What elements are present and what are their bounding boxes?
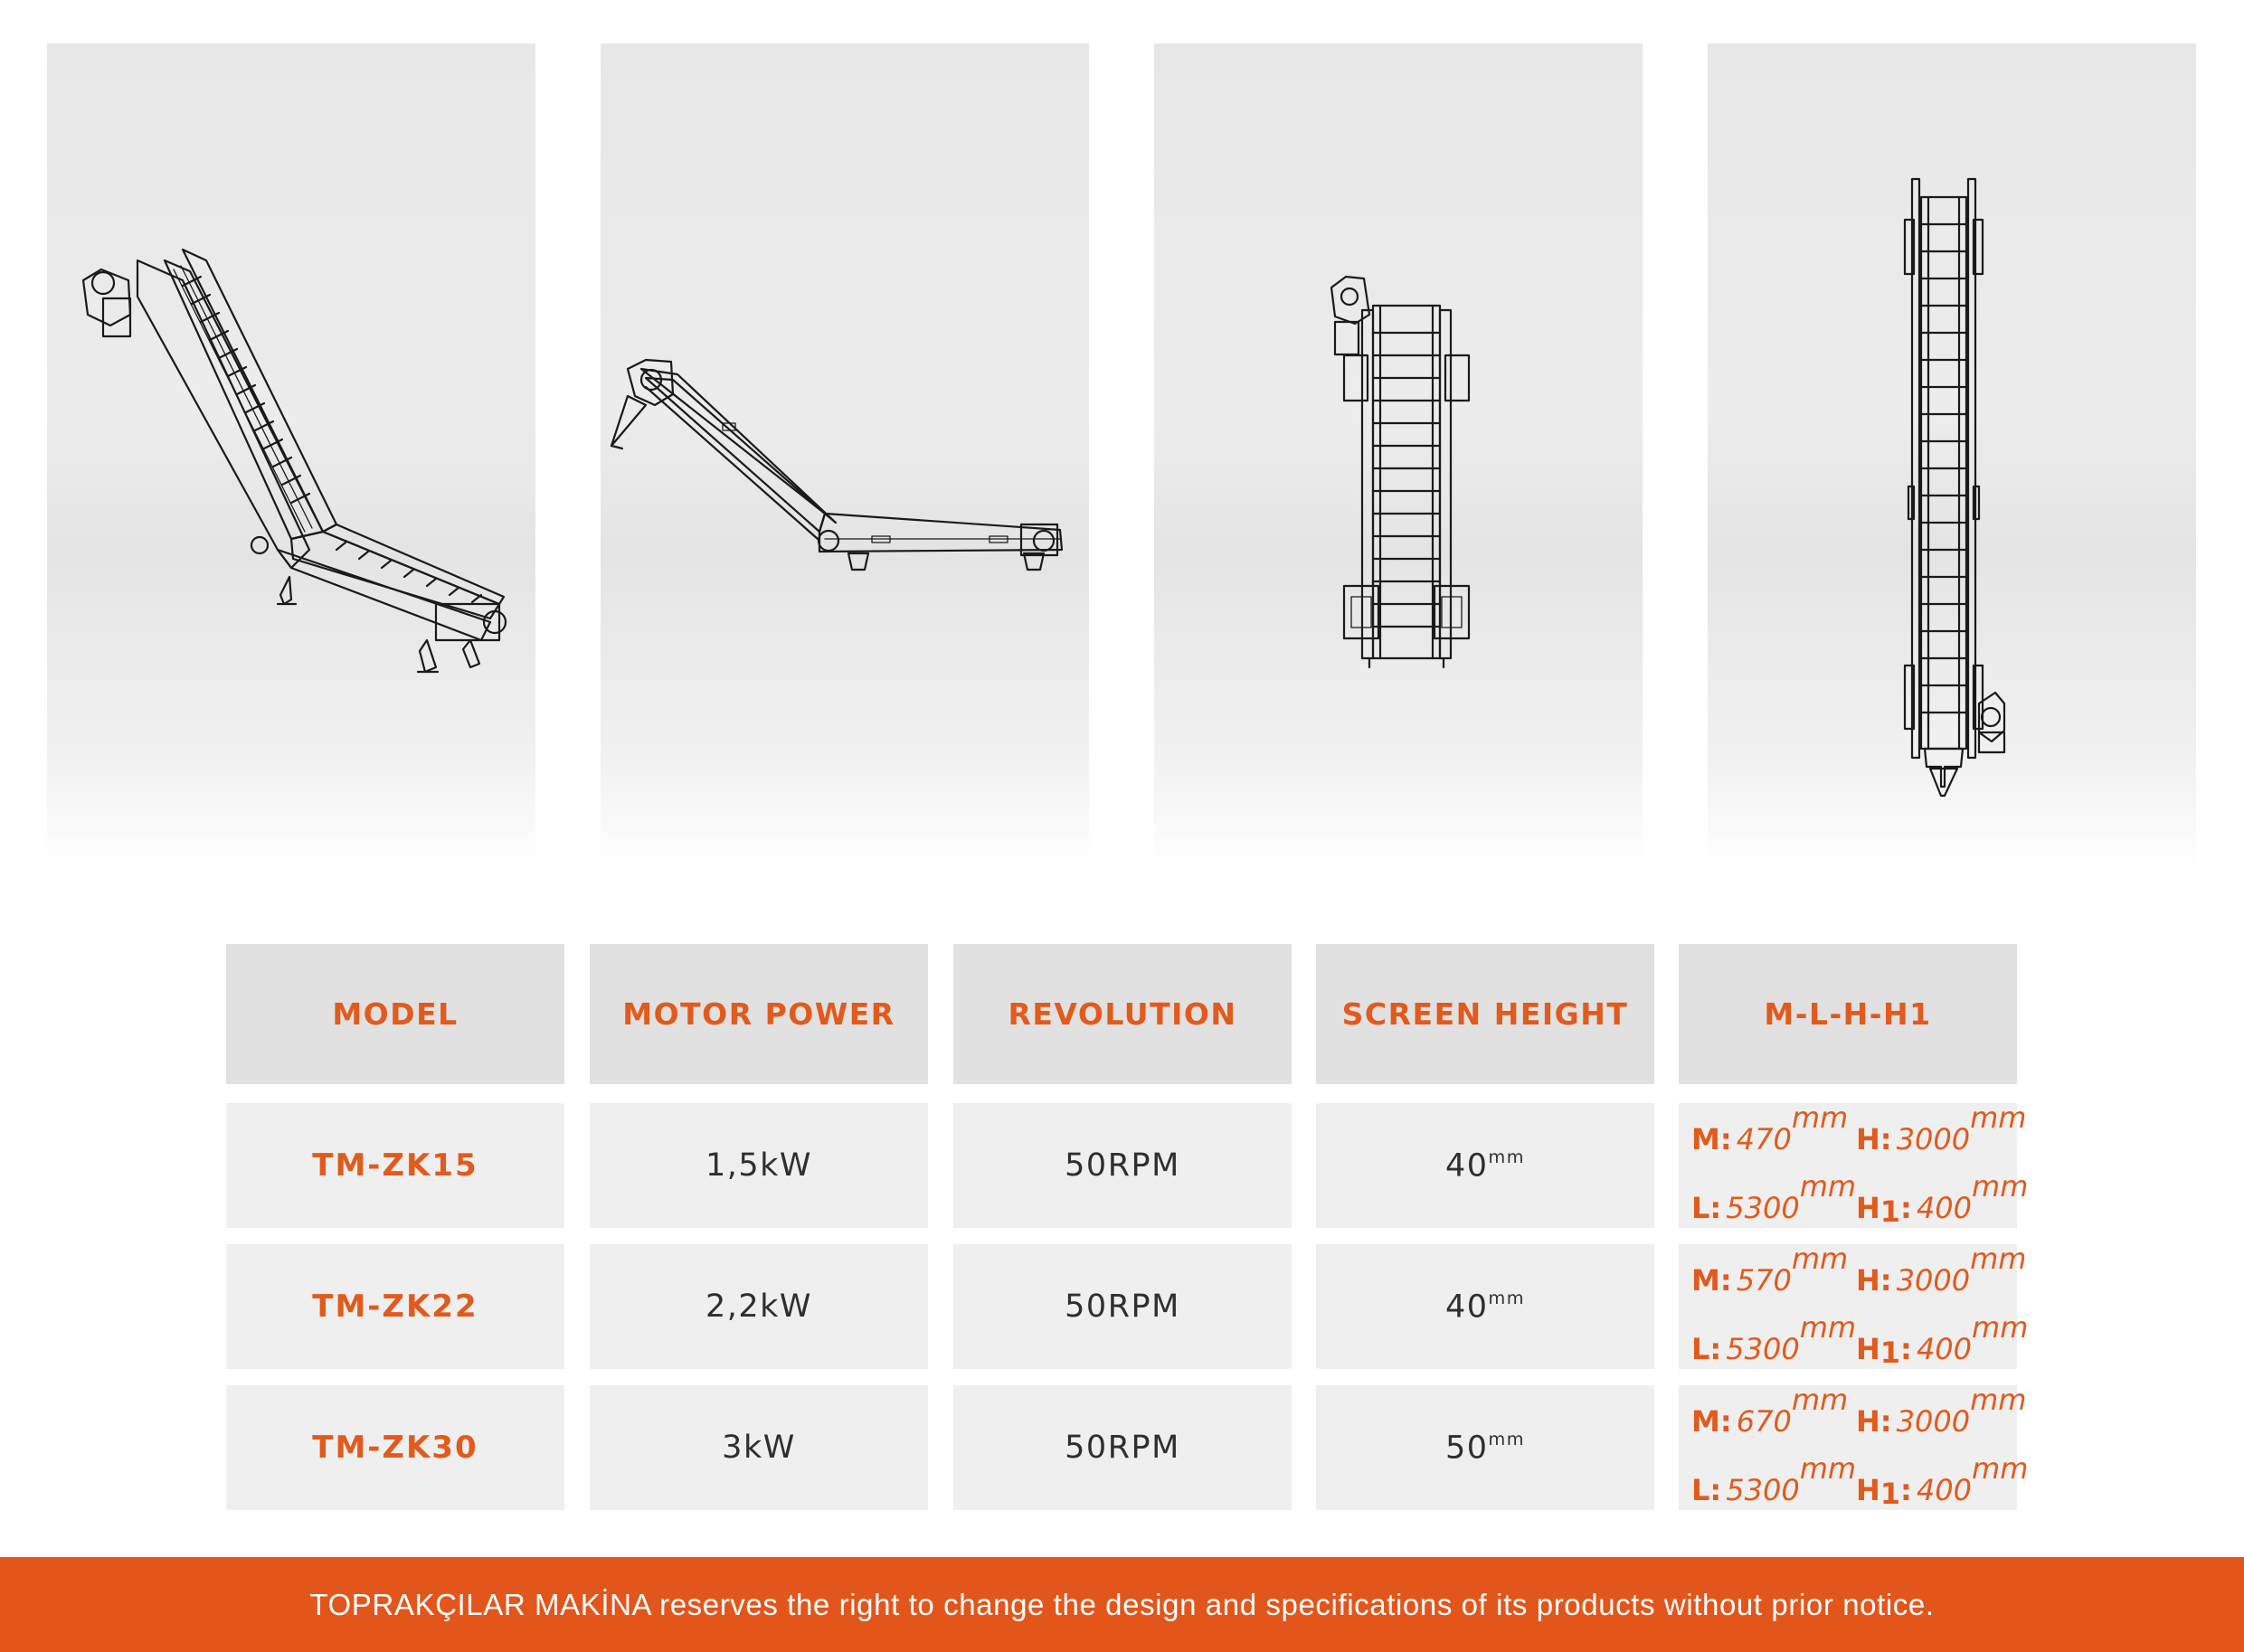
dimensions-line-2 (1691, 1307, 2028, 1375)
dim-unit: mm (1972, 1451, 2029, 1486)
table-row-3-power (590, 1385, 928, 1510)
footer-disclaimer: TOPRAKÇILAR MAKİNA reserves the right to change the design and specifications of its products without prior notice. (309, 1587, 1935, 1621)
dim-unit: mm (1799, 1310, 1857, 1345)
conveyor-front-view (1154, 43, 1643, 866)
dim-h1-label: H (1856, 1473, 1880, 1507)
dim-h1-colon: : (1900, 1191, 1912, 1225)
screen-height-unit: mm (1488, 1288, 1526, 1309)
header-model-label: MODEL (332, 996, 459, 1032)
table-row-3-model (226, 1385, 564, 1510)
dim-h-label: H: (1856, 1404, 1892, 1439)
dim-m-value: 670 (1736, 1404, 1792, 1439)
header-model (226, 944, 564, 1084)
model-name: TM-ZK15 (312, 1147, 478, 1184)
dim-h1-value: 400 (1916, 1191, 1973, 1225)
dim-l-label: L: (1691, 1473, 1722, 1507)
dim-m (1691, 1379, 1856, 1448)
dim-h-value: 3000 (1896, 1404, 1971, 1439)
dimensions-line-2 (1691, 1448, 2028, 1516)
table-row-1-revolution (953, 1103, 1292, 1228)
dim-m-label: M: (1691, 1263, 1732, 1298)
table-row-3-screen (1316, 1385, 1654, 1510)
screen-height-number: 40 (1444, 1289, 1489, 1326)
dim-m-label: M: (1691, 1122, 1732, 1156)
dim-h1-subscript: 1 (1879, 1477, 1901, 1512)
dim-unit: mm (1972, 1310, 2029, 1345)
screen-height-value (1445, 1147, 1525, 1184)
screen-height-number: 40 (1444, 1147, 1489, 1185)
table-row-1-model (226, 1103, 564, 1228)
table-row-2-dimensions (1679, 1241, 2029, 1371)
screen-height-value (1445, 1288, 1525, 1325)
dim-h-label: H: (1856, 1122, 1892, 1156)
header-revolution-label: REVOLUTION (1008, 996, 1237, 1032)
motor-power-value: 3kW (722, 1430, 796, 1466)
table-row-2-power (590, 1244, 928, 1369)
table-row-1-dimensions (1679, 1100, 2029, 1230)
header-dimensions-label: M-L-H-H1 (1764, 996, 1932, 1032)
dim-h-value: 3000 (1896, 1263, 1971, 1298)
dimensions-line-1 (1691, 1379, 2026, 1448)
dim-unit: mm (1791, 1241, 1849, 1276)
dim-h1 (1856, 1307, 2028, 1375)
dim-h-label: H: (1856, 1263, 1892, 1298)
conveyor-side-view (601, 43, 1089, 866)
dim-h-value: 3000 (1896, 1122, 1971, 1156)
dim-h1 (1856, 1448, 2028, 1516)
dim-h1-label: H (1856, 1332, 1880, 1366)
dim-unit: mm (1970, 1383, 2027, 1417)
screen-height-unit: mm (1488, 1147, 1526, 1168)
dimensions-line-2 (1691, 1166, 2028, 1234)
dim-l-value: 5300 (1726, 1191, 1800, 1225)
dim-h1-subscript: 1 (1879, 1194, 1901, 1230)
table-row-2-revolution (953, 1244, 1292, 1369)
table-row-3-dimensions (1679, 1383, 2029, 1512)
dim-l-value: 5300 (1726, 1332, 1800, 1366)
dim-l (1691, 1166, 1856, 1234)
dim-unit: mm (1791, 1100, 1849, 1135)
dim-unit: mm (1970, 1100, 2027, 1135)
header-dimensions (1679, 944, 2017, 1084)
revolution-value: 50RPM (1065, 1289, 1180, 1325)
dimensions-line-1 (1691, 1097, 2026, 1166)
motor-power-value: 1,5kW (705, 1147, 813, 1184)
dim-m (1691, 1097, 1856, 1166)
dim-h (1856, 1379, 2026, 1448)
header-motor-power (590, 944, 928, 1084)
dim-l-value: 5300 (1726, 1473, 1800, 1507)
dim-h1-subscript: 1 (1879, 1336, 1901, 1371)
dim-m-value: 570 (1736, 1263, 1792, 1298)
conveyor-top-view (1708, 43, 2196, 866)
revolution-value: 50RPM (1065, 1430, 1180, 1466)
dim-h1-colon: : (1900, 1332, 1912, 1366)
dim-h1-value: 400 (1916, 1473, 1973, 1507)
table-row-2-model (226, 1244, 564, 1369)
dimensions-line-1 (1691, 1238, 2026, 1307)
screen-height-number: 50 (1444, 1430, 1489, 1467)
dim-h (1856, 1097, 2026, 1166)
dim-m-label: M: (1691, 1404, 1732, 1439)
motor-power-value: 2,2kW (705, 1289, 813, 1325)
table-row-2-screen (1316, 1244, 1654, 1369)
footer-banner (0, 1557, 2244, 1652)
dim-unit: mm (1970, 1241, 2027, 1276)
dim-h1-label: H (1856, 1191, 1880, 1225)
dim-unit: mm (1972, 1169, 2029, 1204)
dim-unit: mm (1799, 1169, 1857, 1204)
table-row-1-screen (1316, 1103, 1654, 1228)
dim-unit: mm (1799, 1451, 1857, 1486)
conveyor-iso-view (47, 43, 535, 866)
model-name: TM-ZK22 (312, 1289, 478, 1325)
header-screen-height-label: SCREEN HEIGHT (1341, 996, 1629, 1032)
model-name: TM-ZK30 (312, 1430, 478, 1466)
dim-m-value: 470 (1736, 1122, 1792, 1156)
dim-l-label: L: (1691, 1332, 1722, 1366)
dim-l-label: L: (1691, 1191, 1722, 1225)
screen-height-unit: mm (1488, 1429, 1526, 1450)
dim-h (1856, 1238, 2026, 1307)
header-motor-power-label: MOTOR POWER (622, 996, 895, 1032)
table-row-3-revolution (953, 1385, 1292, 1510)
screen-height-value (1445, 1429, 1525, 1466)
dim-h1-colon: : (1900, 1473, 1912, 1507)
dim-unit: mm (1791, 1383, 1849, 1417)
header-revolution (953, 944, 1292, 1084)
table-row-1-power (590, 1103, 928, 1228)
revolution-value: 50RPM (1065, 1147, 1180, 1184)
dim-l (1691, 1307, 1856, 1375)
header-screen-height (1316, 944, 1654, 1084)
dim-l (1691, 1448, 1856, 1516)
dim-h1-value: 400 (1916, 1332, 1973, 1366)
dim-h1 (1856, 1166, 2028, 1234)
dim-m (1691, 1238, 1856, 1307)
